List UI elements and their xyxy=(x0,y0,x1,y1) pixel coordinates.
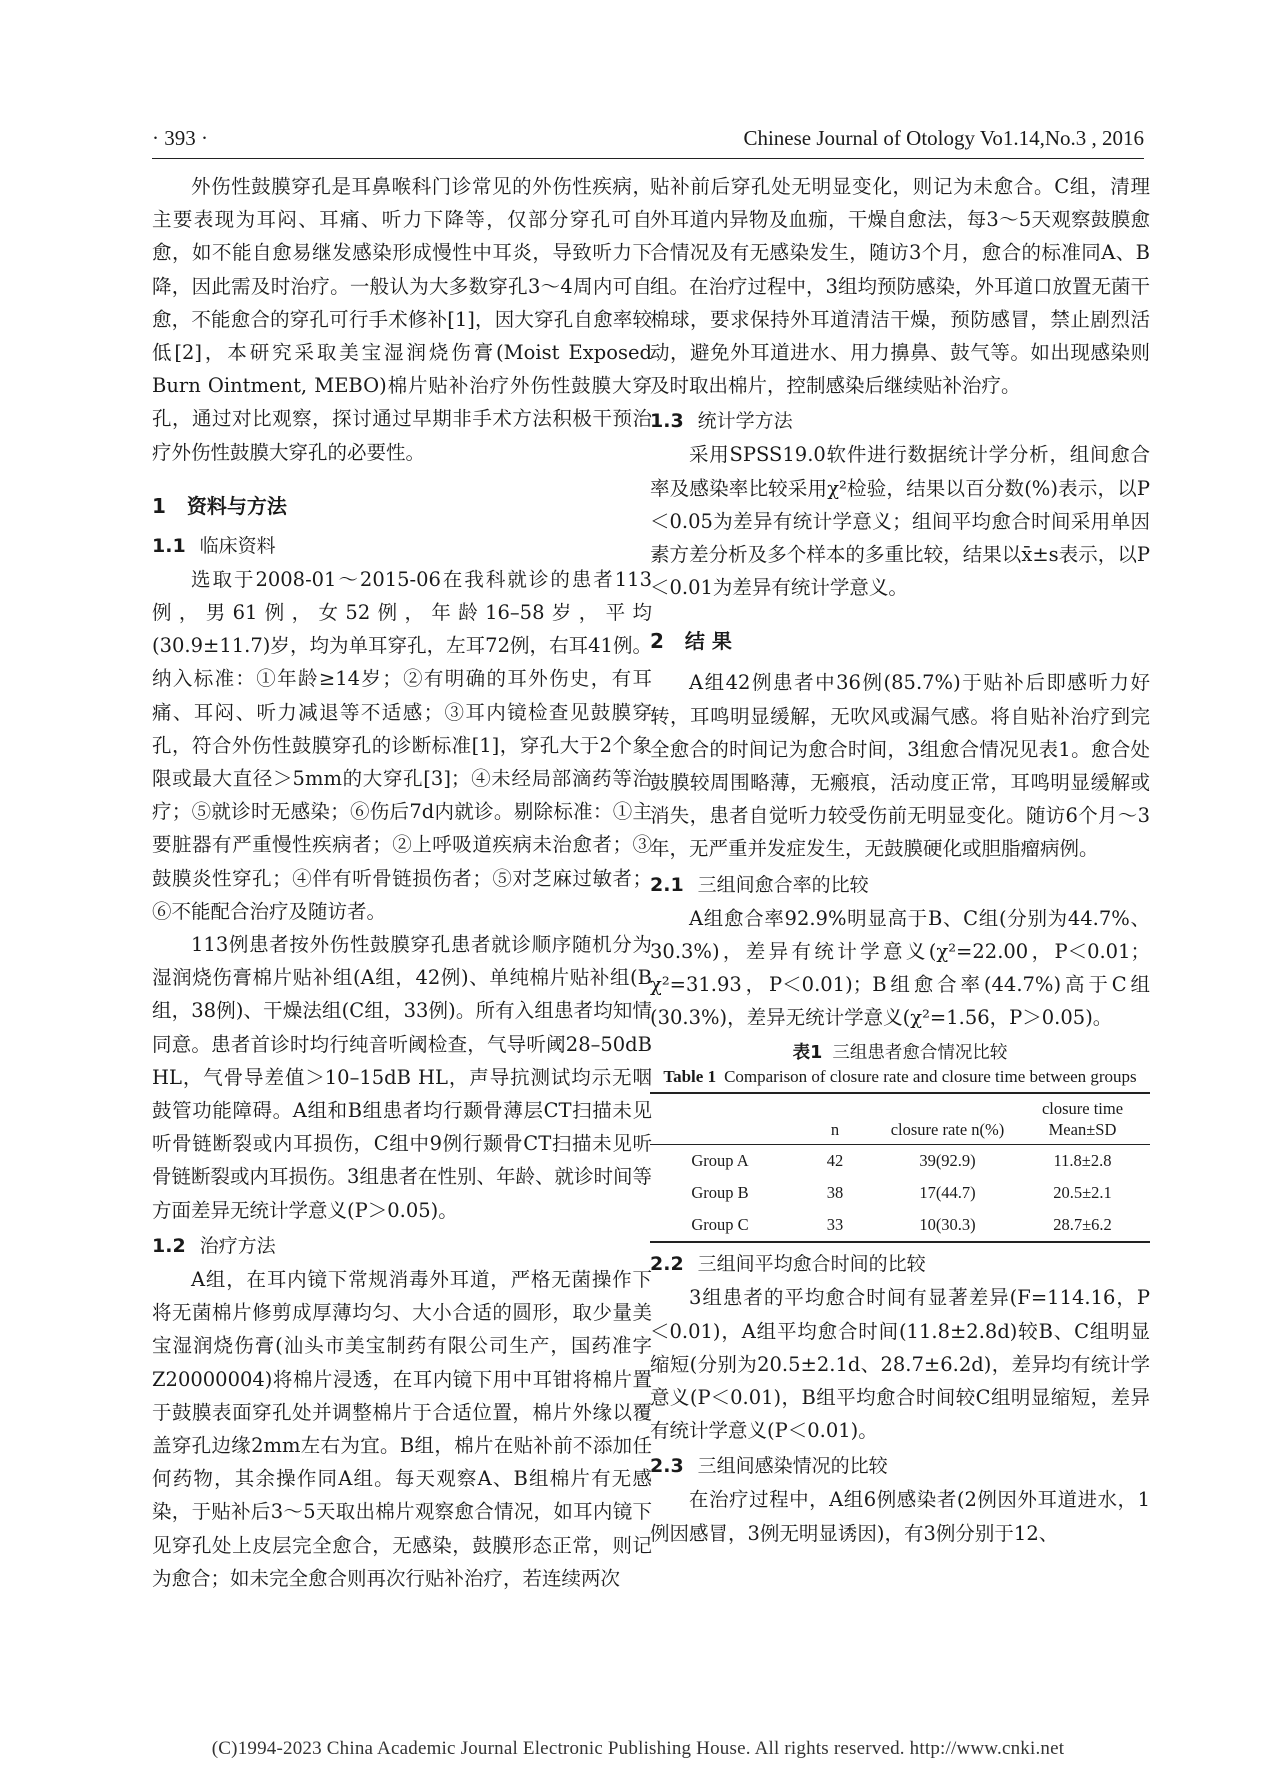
header-cell xyxy=(650,1093,790,1145)
section-1-3-heading xyxy=(650,406,1150,436)
table-caption-en xyxy=(650,1066,1150,1088)
cell-rate: 10(30.3) xyxy=(880,1209,1015,1242)
section-title: 三组间愈合率的比较 xyxy=(697,873,869,896)
table-label-en: Table 1 xyxy=(663,1067,717,1087)
paragraph: 3组患者的平均愈合时间有显著差异(F=114.16，P＜0.01)，A组平均愈合时间(11.8±2.8d)较B、C组明显缩短(分别为20.5±2.1d、28.7±6.2d)，差异均有统计学意义(P＜0.01)，B组平均愈合时间较C组明显缩短，差异有统计学意义(P＜0.01)。 xyxy=(650,1286,1150,1443)
section-title: 结 果 xyxy=(684,629,732,654)
cell-rate: 39(92.9) xyxy=(919,1151,976,1171)
table-title-en: Comparison of closure rate and closure time between groups xyxy=(724,1067,1137,1087)
section-title: 统计学方法 xyxy=(697,410,793,433)
paragraph: A组愈合率92.9%明显高于B、C组(分别为44.7%、30.3%)，差异有统计学意义(χ²=22.00，P＜0.01；χ²=31.93，P＜0.01)；B组愈合率(44.7%)高于C组(30.3%)，差异无统计学意义(χ²=1.56，P＞0.05)。 xyxy=(650,906,1150,1030)
paragraph: A组，在耳内镜下常规消毒外耳道，严格无菌操作下将无菌棉片修剪成厚薄均匀、大小合适的圆形，取少量美宝湿润烧伤膏(汕头市美宝制药有限公司生产，国药准字Z20000004)将棉片浸透，在耳内镜下用中耳钳将棉片置于鼓膜表面穿孔处并调整棉片于合适位置，棉片外缘以覆盖穿孔边缘2mm左右为宜。B组，棉片在贴补前不添加任何药物，其余操作同A组。每天观察A、B组棉片有无感染，于贴补后3～5天取出棉片观察愈合情况，如耳内镜下见穿孔处上皮层完全愈合，无感染，鼓膜形态正常，则记为愈合；如未完全愈合则再次行贴补治疗，若连续两次 xyxy=(152,1267,652,1590)
table-1 xyxy=(650,1040,1150,1243)
section-number: 2.3 xyxy=(650,1455,684,1478)
section-1-heading xyxy=(152,491,652,521)
page-header xyxy=(152,118,1144,150)
table-row xyxy=(650,1145,1150,1178)
section-number: 1.2 xyxy=(152,1234,186,1257)
header-cell: n xyxy=(790,1093,880,1145)
section-number: 2 xyxy=(650,629,664,654)
table-caption-cn xyxy=(650,1040,1150,1066)
table-title-cn: 三组患者愈合情况比较 xyxy=(832,1043,1008,1064)
table-row xyxy=(650,1177,1150,1209)
intro-paragraph: 外伤性鼓膜穿孔是耳鼻喉科门诊常见的外伤性疾病，主要表现为耳闷、耳痛、听力下降等，仅部分穿孔可自愈，如不能自愈易继发感染形成慢性中耳炎，导致听力下降，因此需及时治疗。一般认为大多数穿孔3～4周内可自愈，不能愈合的穿孔可行手术修补[1]，因大穿孔自愈率较低[2]，本研究采取美宝湿润烧伤膏(Moist Exposed Burn Ointment, MEBO)棉片贴补治疗外伤性鼓膜大穿孔，通过对比观察，探讨通过早期非手术方法积极干预治疗外伤性鼓膜大穿孔的必要性。 xyxy=(152,175,652,464)
cell-rate: 17(44.7) xyxy=(919,1183,976,1203)
section-2-2-heading xyxy=(650,1249,1150,1279)
cell-n: 33 xyxy=(790,1209,880,1242)
cell-time: 20.5±2.1 xyxy=(1053,1183,1112,1203)
header-cell: closure rate n(%) xyxy=(880,1093,1015,1145)
section-number: 2.1 xyxy=(650,873,684,896)
section-title: 临床资料 xyxy=(199,534,276,557)
section-1-1-heading xyxy=(152,531,652,561)
paragraph: A组42例患者中36例(85.7%)于贴补后即感听力好转，耳鸣明显缓解，无吹风或漏气感。将自贴补治疗到完全愈合的时间记为愈合时间，3组愈合情况见表1。愈合处鼓膜较周围略薄，无瘢痕，活动度正常，耳鸣明显缓解或消失，患者自觉听力较受伤前无明显变化。随访6个月～3年，无严重并发症发生，无鼓膜硬化或胆脂瘤病例。 xyxy=(650,671,1150,861)
section-2-3-heading xyxy=(650,1451,1150,1481)
cell-n: 38 xyxy=(826,1183,844,1203)
left-column xyxy=(152,170,652,1595)
page-number: · 393 · xyxy=(152,126,208,150)
journal-name: Chinese Journal of Otology Vo1.14,No.3 , 2016 xyxy=(743,126,1144,150)
cell-n: 42 xyxy=(826,1151,844,1171)
copyright-footer: (C)1994-2023 China Academic Journal Electronic Publishing House. All rights reserved. http://www.cnki.net xyxy=(211,1738,1065,1759)
cell-time: 11.8±2.8 xyxy=(1053,1151,1112,1171)
paragraph: 在治疗过程中，A组6例感染者(2例因外耳道进水，1例因感冒，3例无明显诱因)，有3例分别于12、 xyxy=(650,1488,1150,1545)
section-title: 资料与方法 xyxy=(186,493,287,518)
section-title: 三组间感染情况的比较 xyxy=(697,1455,888,1478)
header-cell: closure time Mean±SD xyxy=(1015,1093,1150,1145)
section-2-1-heading xyxy=(650,870,1150,900)
section-title: 治疗方法 xyxy=(199,1234,276,1257)
cell-group: Group A xyxy=(691,1151,749,1171)
table-header-row xyxy=(650,1093,1150,1145)
cell-time: 28.7±6.2 xyxy=(1015,1209,1150,1242)
section-number: 1 xyxy=(152,493,166,518)
paragraph: 选取于2008-01～2015-06在我科就诊的患者113例，男61例，女52例，年龄16–58岁，平均(30.9±11.7)岁，均为单耳穿孔，左耳72例，右耳41例。纳入标准：①年龄≥14岁；②有明确的耳外伤史，有耳痛、耳闷、听力减退等不适感；③耳内镜检查见鼓膜穿孔，符合外伤性鼓膜穿孔的诊断标准[1]，穿孔大于2个象限或最大直径＞5mm的大穿孔[3]；④未经局部滴药等治疗；⑤就诊时无感染；⑥伤后7d内就诊。剔除标准：①主要脏器有严重慢性疾病者；②上呼吸道疾病未治愈者；③鼓膜炎性穿孔；④伴有听骨链损伤者；⑤对芝麻过敏者；⑥不能配合治疗及随访者。 xyxy=(152,567,652,923)
results-table xyxy=(650,1092,1150,1243)
table-label-cn: 表1 xyxy=(792,1043,823,1064)
cell-group: Group C xyxy=(650,1209,790,1242)
cell-group: Group B xyxy=(691,1183,749,1203)
header-rule xyxy=(152,158,1144,159)
paragraph: 113例患者按外伤性鼓膜穿孔患者就诊顺序随机分为湿润烧伤膏棉片贴补组(A组，42例)、单纯棉片贴补组(B组，38例)、干燥法组(C组，33例)。所有入组患者均知情同意。患者首诊时均行纯音听阈检查，气导听阈28–50dB HL，气骨导差值＞10–15dB HL，声导抗测试均示无咽鼓管功能障碍。A组和B组患者均行颞骨薄层CT扫描未见听骨链断裂或内耳损伤，C组中9例行颞骨CT扫描未见听骨链断裂或内耳损伤。3组患者在性别、年龄、就诊时间等方面差异无统计学意义(P＞0.05)。 xyxy=(152,933,652,1222)
right-column xyxy=(650,170,1150,1550)
section-2-heading xyxy=(650,626,1150,656)
section-title: 三组间平均愈合时间的比较 xyxy=(697,1253,926,1276)
paragraph: 采用SPSS19.0软件进行数据统计学分析，组间愈合率及感染率比较采用χ²检验，结果以百分数(%)表示，以P＜0.05为差异有统计学意义；组间平均愈合时间采用单因素方差分析及多个样本的多重比较，结果以x̄±s表示，以P＜0.01为差异有统计学意义。 xyxy=(650,443,1150,600)
section-number: 2.2 xyxy=(650,1253,684,1276)
section-number: 1.3 xyxy=(650,410,684,433)
section-1-2-heading xyxy=(152,1231,652,1261)
section-number: 1.1 xyxy=(152,534,186,557)
table-row xyxy=(650,1209,1150,1242)
paragraph: 贴补前后穿孔处无明显变化，则记为未愈合。C组，清理外耳道内异物及血痂，干燥自愈法，每3～5天观察鼓膜愈合情况及有无感染发生，随访3个月，愈合的标准同A、B组。在治疗过程中，3组均预防感染，外耳道口放置无菌干棉球，要求保持外耳道清洁干燥，预防感冒，禁止剧烈活动，避免外耳道进水、用力擤鼻、鼓气等。如出现感染则及时取出棉片，控制感染后继续贴补治疗。 xyxy=(650,175,1150,398)
